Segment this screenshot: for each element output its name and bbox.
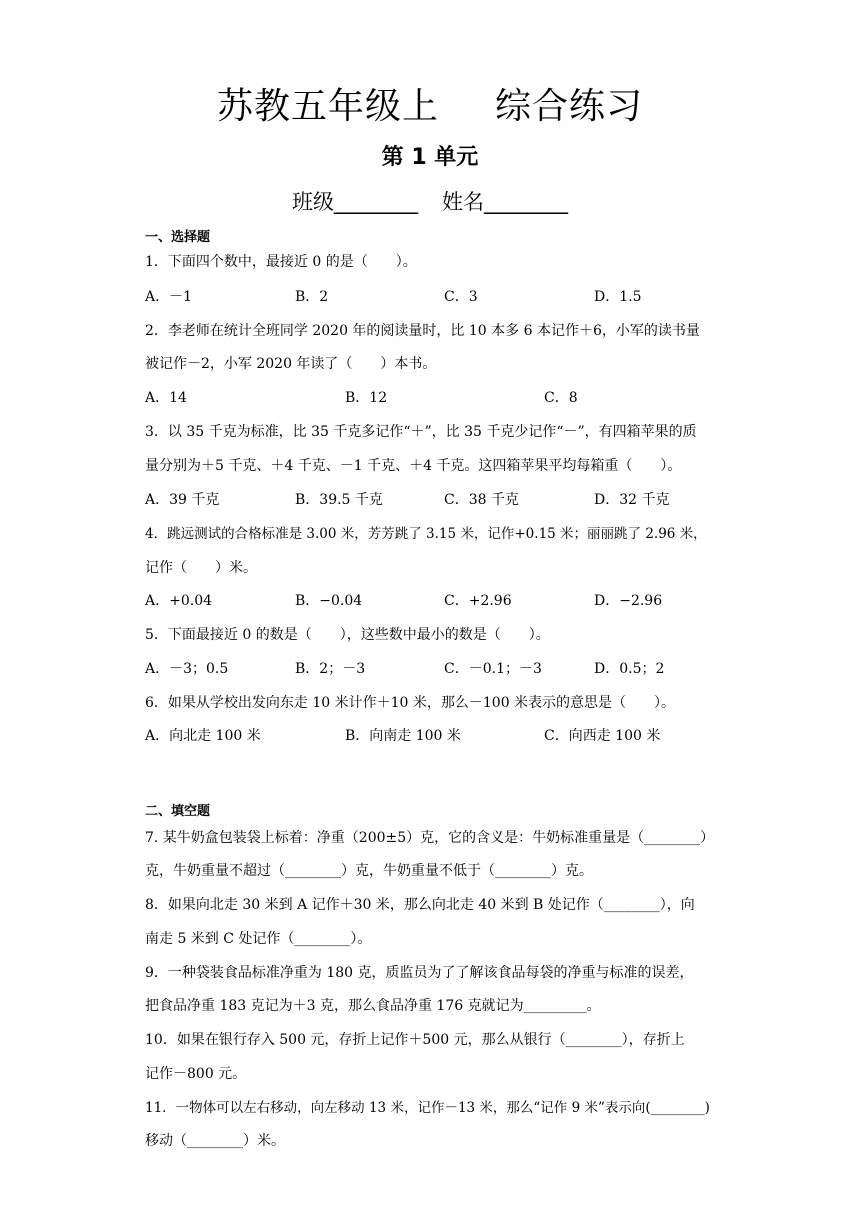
question-4-option-c: C．+2.96	[444, 593, 512, 609]
question-3-option-d: D．32 千克	[594, 492, 670, 508]
question-7-line-1: 7. 某牛奶盒包装袋上标着：净重（200±5）克，它的含义是：牛奶标准重量是（________）	[145, 830, 715, 846]
unit-heading: 第 1 单元	[381, 145, 479, 170]
question-6-option-b: B．向南走 100 米	[345, 728, 461, 744]
question-8-line-1: 8．如果向北走 30 米到 A 记作＋30 米，那么向北走 40 米到 B 处记作（________），向	[145, 897, 695, 913]
question-9-line-2: 把食品净重 183 克记为＋3 克，那么食品净重 176 克就记为_________。	[145, 998, 601, 1014]
question-1-option-b: B．2	[295, 289, 329, 305]
question-11-line-1: 11．一物体可以左右移动，向左移动 13 米，记作－13 米，那么“记作 9 米”表示向(________)	[145, 1100, 710, 1116]
question-5-option-a: A．－3；0.5	[145, 661, 229, 677]
question-2-line-2: 被记作－2，小军 2020 年读了（ ）本书。	[145, 356, 437, 372]
question-6-option-c: C．向西走 100 米	[544, 728, 661, 744]
question-3-option-c: C．38 千克	[444, 492, 519, 508]
question-5-text: 5．下面最接近 0 的数是（ ），这些数中最小的数是（ ）。	[145, 627, 550, 643]
question-11-line-2: 移动（________）米。	[145, 1133, 285, 1149]
question-6-option-a: A．向北走 100 米	[145, 728, 261, 744]
question-5-option-b: B．2；－3	[295, 661, 366, 677]
question-3-option-a: A．39 千克	[145, 492, 220, 508]
question-4-option-a: A．+0.04	[145, 593, 213, 609]
question-3-line-1: 3．以 35 千克为标准，比 35 千克多记作“＋”，比 35 千克少记作“－”，有四箱苹果的质	[145, 424, 697, 440]
question-1-option-c: C．3	[444, 289, 478, 305]
question-4-line-2: 记作（ ）米。	[145, 560, 257, 576]
question-2-option-c: C．8	[544, 390, 578, 406]
question-8-line-2: 南走 5 米到 C 处记作（________）。	[145, 931, 372, 947]
question-10-line-2: 记作－800 元。	[145, 1066, 247, 1082]
question-5-option-c: C．－0.1；－3	[444, 661, 542, 677]
class-field: 班级________	[292, 190, 418, 214]
question-5-option-d: D．0.5；2	[594, 661, 665, 677]
question-6-text: 6．如果从学校出发向东走 10 米计作＋10 米，那么－100 米表示的意思是（ ）。	[145, 695, 676, 711]
question-10-line-1: 10．如果在银行存入 500 元，存折上记作＋500 元，那么从银行（________），存折上	[145, 1032, 685, 1048]
page-title	[0, 78, 860, 129]
question-3-line-2: 量分别为＋5 千克、＋4 千克、－1 千克、＋4 千克。这四箱苹果平均每箱重（ ）。	[145, 458, 682, 474]
section-fill-heading: 二、填空题	[145, 804, 211, 819]
name-field: 姓名________	[442, 190, 568, 214]
title-left: 苏教五年级上	[216, 86, 439, 127]
question-9-line-1: 9．一种袋装食品标准净重为 180 克，质监员为了了解该食品每袋的净重与标准的误差，	[145, 965, 694, 981]
question-2-option-a: A．14	[145, 390, 187, 406]
title-right: 综合练习	[495, 86, 644, 127]
question-4-option-d: D．−2.96	[594, 593, 663, 609]
question-1-option-a: A．－1	[145, 289, 193, 305]
question-2-line-1: 2．李老师在统计全班同学 2020 年的阅读量时，比 10 本多 6 本记作＋6，小军的读书量	[145, 323, 700, 339]
question-1-option-d: D．1.5	[594, 289, 642, 305]
question-1-text: 1．下面四个数中，最接近 0 的是（ ）。	[145, 254, 417, 270]
question-2-option-b: B．12	[345, 390, 388, 406]
class-name-line	[0, 186, 860, 216]
section-choice-heading: 一、选择题	[145, 230, 211, 245]
question-3-option-b: B．39.5 千克	[295, 492, 383, 508]
question-4-line-1: 4．跳远测试的合格标准是 3.00 米，芳芳跳了 3.15 米，记作+0.15 米；丽丽跳了 2.96 米，	[145, 526, 707, 542]
question-4-option-b: B．−0.04	[295, 593, 363, 609]
question-7-line-2: 克，牛奶重量不超过（________）克，牛奶重量不低于（________）克。	[145, 863, 593, 879]
